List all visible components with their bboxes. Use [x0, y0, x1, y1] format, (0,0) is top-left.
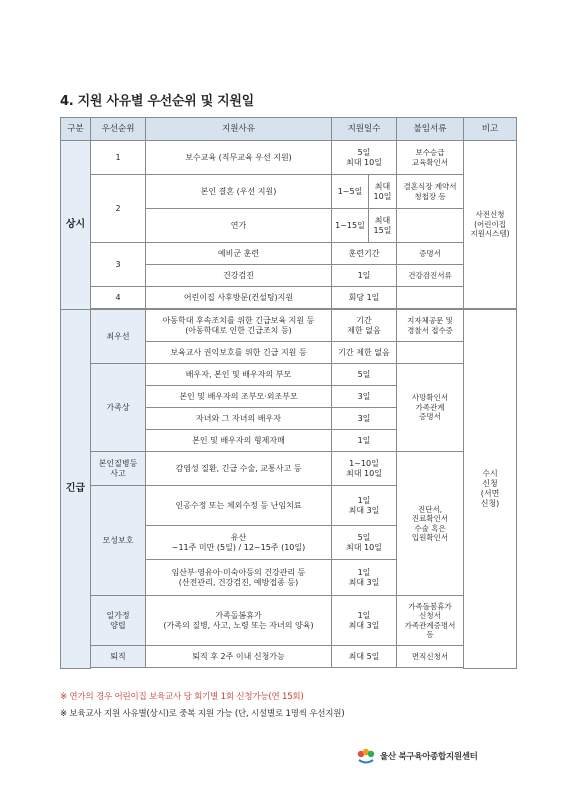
header-reason: 지원사유	[146, 118, 332, 141]
reason-cell: 감염성 질환, 긴급 수술, 교통사고 등	[146, 452, 332, 486]
days-cell: 3일	[332, 408, 397, 430]
reason-cell: 본인 및 배우자의 조부모·외조부모	[146, 386, 332, 408]
reason-cell: 보수교육 (직무교육 우선 지원)	[146, 141, 332, 175]
category-regular: 상시	[61, 141, 91, 310]
max-days-cell: 최대 10일	[369, 175, 397, 209]
logo-text: 울산 북구육아종합지원센터	[380, 752, 478, 762]
header-docs: 불임서류	[397, 118, 464, 141]
reason-cell: 어린이집 사후방문(컨설팅)지원	[146, 287, 332, 309]
group-illness: 본인질병등 사고	[91, 452, 146, 486]
group-worklife: 일가정 양립	[91, 596, 146, 646]
reason-cell: 예비군 훈련	[146, 243, 332, 265]
docs-cell	[397, 287, 464, 309]
group-retire: 퇴직	[91, 646, 146, 668]
section-title: 4. 지원 사유별 우선순위 및 지원일	[60, 94, 254, 109]
remark-urgent: 수시 신청 (서면 신청)	[464, 310, 517, 669]
docs-cell: 증명서	[397, 243, 464, 265]
days-cell: 5일	[332, 364, 397, 386]
days-cell: 1~5일	[332, 175, 369, 209]
reason-cell: 임산부·영유아·미숙아등의 건강관리 등 (산전관리, 건강검진, 예방접종 등)	[146, 560, 332, 596]
days-cell: 1일 최대 3일	[332, 560, 397, 596]
group-family: 가족상	[91, 364, 146, 452]
note-annual-leave: ※ 연가의 경우 어린이집 보육교사 당 회기별 1회 신청가능(연 15회)	[60, 692, 304, 702]
docs-medical: 진단서, 진료확인서 수술 혹은 입원확인서	[397, 452, 464, 596]
table-row-spacer	[61, 668, 517, 669]
priority-cell: 3	[91, 243, 146, 287]
footer-logo	[356, 748, 478, 764]
support-table	[60, 117, 517, 669]
header-row	[61, 118, 517, 141]
reason-cell: 연가	[146, 209, 332, 243]
header-days: 지원일수	[332, 118, 397, 141]
docs-family: 사망확인서 가족관계 증명서	[397, 364, 464, 452]
reason-cell: 아동학대 후속조치를 위한 긴급보육 지원 등 (아동학대로 인한 긴급조치 등)	[146, 310, 332, 342]
table-row	[61, 364, 517, 386]
table-row	[61, 452, 517, 486]
group-top-priority: 최우선	[91, 310, 146, 364]
docs-cell: 결혼식장 계약서 청첩장 등	[397, 175, 464, 209]
docs-cell	[397, 342, 464, 364]
days-cell: 기간 제한 없음	[332, 310, 397, 342]
days-cell: 기간 제한 없음	[332, 342, 397, 364]
table-row	[61, 141, 517, 175]
days-cell: 1일 최대 3일	[332, 596, 397, 646]
reason-cell: 자녀와 그 자녀의 배우자	[146, 408, 332, 430]
reason-cell: 건강검진	[146, 265, 332, 287]
reason-cell: 가족돌봄휴가 (가족의 질병, 사고, 노령 또는 자녀의 양육)	[146, 596, 332, 646]
reason-cell: 배우자, 본인 및 배우자의 부모	[146, 364, 332, 386]
reason-cell: 본인 및 배우자의 형제자매	[146, 430, 332, 452]
table-row	[61, 287, 517, 309]
flower-leaf-logo-icon	[356, 748, 376, 764]
table-row	[61, 175, 517, 209]
days-cell: 5일 최대 10일	[332, 141, 397, 175]
reason-cell: 보육교사 권익보호를 위한 긴급 지원 등	[146, 342, 332, 364]
days-cell: 최대 5일	[332, 646, 397, 668]
days-cell: 1~15일	[332, 209, 369, 243]
table-row	[61, 646, 517, 668]
header-priority: 우선순위	[91, 118, 146, 141]
docs-cell	[397, 209, 464, 243]
docs-cell: 가족돌봄휴가 신청서 가족관계증명서 등	[397, 596, 464, 646]
table-row	[61, 310, 517, 342]
reason-cell: 퇴직 후 2주 이내 신청가능	[146, 646, 332, 668]
days-cell: 5일 최대 10일	[332, 526, 397, 560]
table-row	[61, 243, 517, 265]
max-days-cell: 최대 15일	[369, 209, 397, 243]
docs-cell: 면직신청서	[397, 646, 464, 668]
table-row	[61, 596, 517, 646]
priority-cell: 2	[91, 175, 146, 243]
priority-cell: 4	[91, 287, 146, 309]
remark-regular: 사전신청 (어린이집 지원시스템)	[464, 141, 517, 309]
reason-cell: 인공수정 또는 체외수정 등 난임치료	[146, 486, 332, 526]
days-cell: 1~10일 최대 10일	[332, 452, 397, 486]
days-cell: 3일	[332, 386, 397, 408]
group-maternity: 모성보호	[91, 486, 146, 596]
reason-cell: 유산 ~11주 미만 (5일) / 12~15주 (10일)	[146, 526, 332, 560]
spacer	[91, 668, 464, 669]
docs-cell: 지자체공문 및 경찰서 접수증	[397, 310, 464, 342]
reason-cell: 본인 결혼 (우선 지원)	[146, 175, 332, 209]
header-category: 구분	[61, 118, 91, 141]
docs-cell: 보수승급 교육확인서	[397, 141, 464, 175]
priority-cell: 1	[91, 141, 146, 175]
days-cell: 1일	[332, 265, 397, 287]
days-cell: 1일 최대 3일	[332, 486, 397, 526]
header-remark: 비고	[464, 118, 517, 141]
docs-cell: 건강검진서류	[397, 265, 464, 287]
category-urgent: 긴급	[61, 310, 91, 669]
days-cell: 회당 1일	[332, 287, 397, 309]
days-cell: 1일	[332, 430, 397, 452]
note-duplicate-support: ※ 보육교사 지원 사유별(상시)로 중복 지원 가능 (단, 시설별로 1명씩 우선지원)	[60, 709, 345, 719]
days-cell: 훈련기간	[332, 243, 397, 265]
